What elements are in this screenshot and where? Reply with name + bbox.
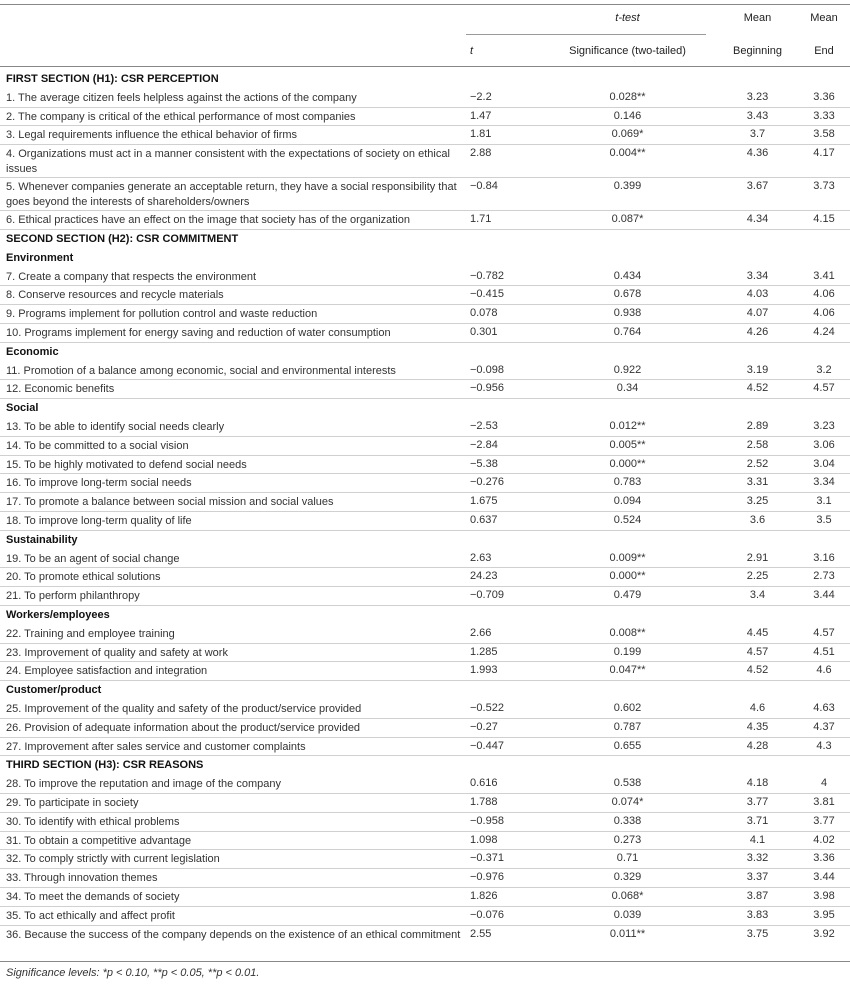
item-label: 25. Improvement of the quality and safety of the product/service provided [6,703,362,715]
table-row [0,380,850,399]
t-value-cell: −0.27 [470,720,498,733]
mean-end-cell: 3.34 [813,476,835,489]
item-label: 3. Legal requirements influence the ethical behavior of firms [6,129,298,142]
mean-beginning-cell: 4.03 [746,288,769,301]
significance-cell: 0.039 [613,908,642,921]
significance-cell: 0.338 [613,814,642,827]
item-label: 20. To promote ethical solutions [6,571,161,584]
significance-cell: 0.074* [611,796,644,808]
item-label: 18. To improve long-term quality of life [6,515,192,527]
table-row [0,813,850,832]
mean-beginning-cell: 2.89 [746,420,769,432]
item-label: 26. Provision of adequate information about the product/service provided [6,721,361,734]
t-value-cell: −0.956 [470,382,504,395]
significance-cell: 0.434 [613,269,642,282]
t-value-cell: 0.616 [470,777,498,790]
mean-end-cell: 3.2 [816,363,832,376]
mean-beginning-cell: 3.7 [749,128,766,141]
significance-cell: 0.094 [613,495,642,508]
mean-end-cell: 3.44 [813,871,835,884]
table-row [0,211,850,230]
section-header-row [0,70,850,89]
group-header-row [0,343,850,362]
table-row [0,286,850,305]
significance-cell: 0.524 [613,514,642,526]
table-row [0,108,850,127]
mean-beginning-cell: 3.23 [746,90,769,103]
ttest-group-rule [466,34,706,35]
group-title: Social [6,402,39,415]
significance-cell: 0.047** [609,664,646,677]
mean-end-cell: 3.81 [813,796,835,808]
table-row [0,794,850,813]
table-row [0,437,850,456]
mean-beginning-cell: 3.67 [746,180,769,193]
table-row [0,700,850,719]
item-label: 32. To comply strictly with current legislation [6,853,220,866]
table-bottom-rule [0,961,850,962]
t-value-cell: −0.415 [470,288,504,301]
item-label: 24. Employee satisfaction and integration [6,665,208,678]
mean-end-cell: 3.92 [813,927,835,940]
mean-beginning-cell: 3.31 [746,476,769,489]
item-label: 6. Ethical practices have an effect on the image that society has of the organization [6,214,410,227]
significance-cell: 0.087* [611,213,644,226]
item-label: 15. To be highly motivated to defend social needs [6,458,247,471]
significance-cell: 0.602 [613,702,642,714]
t-value-cell: 1.675 [470,495,498,508]
t-value-cell: 0.637 [470,514,498,526]
item-label: 14. To be committed to a social vision [6,439,189,452]
mean-beginning-cell: 4.07 [746,307,769,320]
t-value-cell: −0.522 [470,702,504,714]
mean-beginning-header-top: Mean [743,12,772,24]
mean-beginning-cell: 3.43 [746,109,769,122]
significance-cell: 0.273 [613,833,642,846]
section-header-row [0,756,850,775]
mean-end-cell: 4 [820,777,828,790]
t-value-cell: 24.23 [470,570,498,583]
table-row [0,832,850,851]
significance-cell: 0.004** [609,147,646,160]
table-top-rule [0,4,850,5]
group-title: Customer/product [6,684,102,697]
col-header-beginning: Beginning [733,45,782,57]
mean-end-cell: 3.1 [816,495,832,508]
item-label: 23. Improvement of quality and safety at work [6,646,228,659]
ttest-group-header: t-test [615,12,640,24]
table-row [0,850,850,869]
t-value-cell: −0.371 [470,852,504,865]
table-row [0,305,850,324]
significance-cell: 0.479 [613,589,642,602]
significance-cell: 0.012** [609,420,646,432]
table-row [0,550,850,569]
significance-cell: 0.71 [616,852,639,865]
mean-end-cell: 3.36 [813,90,835,103]
mean-end-cell: 3.04 [813,457,835,470]
item-label: 1. The average citizen feels helpless against the actions of the company [6,91,357,104]
significance-cell: 0.938 [613,307,642,320]
group-header-row [0,249,850,268]
t-value-cell: −0.276 [470,476,504,489]
mean-beginning-cell: 4.26 [746,326,769,338]
item-label: 8. Conserve resources and recycle materials [6,289,224,302]
mean-end-cell: 4.37 [813,720,835,733]
mean-end-cell: 4.6 [816,664,832,677]
item-label: 34. To meet the demands of society [6,891,180,903]
mean-beginning-cell: 4.18 [746,777,769,790]
table-row [0,418,850,437]
table-row [0,493,850,512]
group-title: Sustainability [6,533,78,546]
mean-beginning-cell: 4.28 [746,739,769,752]
table-row [0,362,850,381]
mean-end-cell: 4.3 [816,739,832,752]
t-value-cell: −2.53 [470,420,498,432]
section-title: FIRST SECTION (H1): CSR PERCEPTION [6,73,219,85]
t-value-cell: −0.447 [470,739,504,752]
mean-beginning-cell: 4.57 [746,645,769,658]
mean-end-cell: 3.41 [813,269,835,282]
mean-end-cell: 3.06 [813,438,835,451]
item-label: 17. To promote a balance between social mission and social values [6,496,334,509]
mean-end-cell: 3.23 [813,420,835,432]
col-header-significance: Significance (two-tailed) [569,45,686,57]
item-label: 2. The company is critical of the ethical performance of most companies [6,110,356,123]
item-label: 4. Organizations must act in a manner consistent with the expectations of society on ethical issues [6,148,450,176]
table-row [0,775,850,794]
table-row [0,888,850,907]
t-value-cell: 1.47 [470,109,492,122]
mean-beginning-cell: 3.83 [746,908,769,921]
significance-cell: 0.655 [613,739,642,752]
t-value-cell: 1.81 [470,128,492,141]
t-value-cell: 1.098 [470,833,498,846]
t-value-cell: 2.55 [470,927,492,940]
item-label: 16. To improve long-term social needs [6,477,192,490]
t-value-cell: 0.078 [470,307,498,320]
table-footnote: Significance levels: *p < 0.10, **p < 0.05, **p < 0.01. [6,966,260,979]
mean-beginning-cell: 3.87 [746,890,769,902]
significance-cell: 0.008** [609,626,646,639]
item-label: 11. Promotion of a balance among economic, social and environmental interests [6,364,396,377]
t-value-cell: 0.301 [470,326,498,338]
mean-beginning-cell: 4.52 [746,664,769,677]
mean-end-cell: 3.36 [813,852,835,865]
significance-cell: 0.146 [613,109,642,122]
mean-beginning-cell: 3.37 [746,871,769,884]
t-value-cell: 1.788 [470,796,498,808]
t-value-cell: −2.84 [470,438,498,451]
section-title: THIRD SECTION (H3): CSR REASONS [6,759,204,772]
table-row [0,268,850,287]
table-row [0,662,850,681]
mean-end-cell: 4.15 [813,213,835,226]
t-value-cell: 1.826 [470,890,498,902]
significance-cell: 0.787 [613,720,642,733]
significance-cell: 0.028** [609,90,646,103]
mean-end-cell: 4.06 [813,307,835,320]
mean-end-cell: 3.95 [813,908,835,921]
item-label: 5. Whenever companies generate an acceptable return, they have a social responsibility that goes beyond the interests of shareholders/owners [6,181,457,209]
significance-cell: 0.005** [609,438,646,451]
table-row [0,719,850,738]
item-label: 21. To perform philanthropy [6,590,140,603]
table-row [0,926,850,959]
t-value-cell: −0.84 [470,180,498,193]
item-label: 7. Create a company that respects the environment [6,270,257,283]
mean-end-header-top: Mean [810,12,838,24]
mean-end-cell: 4.02 [813,833,835,846]
t-value-cell: −0.976 [470,871,504,884]
table-row [0,89,850,108]
mean-end-cell: 4.57 [813,626,835,639]
significance-cell: 0.34 [616,382,639,395]
table-row [0,907,850,926]
table-row [0,145,850,178]
group-title: Workers/employees [6,609,110,621]
table-row [0,738,850,757]
table-row [0,456,850,475]
group-header-row [0,606,850,625]
item-label: 12. Economic benefits [6,383,115,396]
t-value-cell: 2.66 [470,626,492,639]
table-row [0,625,850,644]
mean-end-cell: 4.24 [813,326,835,338]
mean-beginning-cell: 4.52 [746,382,769,395]
mean-end-cell: 3.98 [813,890,835,902]
significance-cell: 0.399 [613,180,642,193]
table-row [0,178,850,211]
t-value-cell: −0.098 [470,363,504,376]
mean-end-cell: 3.77 [813,814,835,827]
mean-beginning-cell: 3.19 [746,363,769,376]
item-label: 13. To be able to identify social needs clearly [6,421,225,433]
mean-beginning-cell: 3.25 [746,495,769,508]
item-label: 27. Improvement after sales service and customer complaints [6,740,306,753]
item-label: 19. To be an agent of social change [6,552,180,565]
item-label: 22. Training and employee training [6,627,175,640]
item-label: 28. To improve the reputation and image of the company [6,778,281,791]
mean-beginning-cell: 3.4 [749,589,766,602]
t-value-cell: −0.076 [470,908,504,921]
col-header-t: t [470,45,474,57]
table-row [0,587,850,606]
table-row [0,512,850,531]
mean-end-cell: 4.17 [813,147,835,160]
mean-beginning-cell: 4.6 [749,702,766,714]
significance-cell: 0.069* [611,128,644,141]
item-label: 31. To obtain a competitive advantage [6,834,192,847]
significance-cell: 0.199 [613,645,642,658]
group-header-row [0,399,850,418]
significance-cell: 0.764 [613,326,642,338]
item-label: 10. Programs implement for energy saving and reduction of water consumption [6,327,391,339]
t-value-cell: −0.782 [470,269,504,282]
item-label: 29. To participate in society [6,797,139,809]
mean-end-cell: 3.73 [813,180,835,193]
mean-beginning-cell: 3.77 [746,796,769,808]
t-value-cell: −0.958 [470,814,504,827]
table-row [0,324,850,343]
significance-cell: 0.538 [613,777,642,790]
item-label: 35. To act ethically and affect profit [6,909,175,922]
mean-end-cell: 3.58 [813,128,835,141]
mean-beginning-cell: 2.91 [746,551,769,564]
significance-cell: 0.000** [609,457,646,470]
item-label: 30. To identify with ethical problems [6,815,180,828]
item-label: 9. Programs implement for pollution control and waste reduction [6,308,318,321]
t-value-cell: 2.88 [470,147,492,160]
header-bottom-rule [0,66,850,67]
mean-beginning-cell: 2.25 [746,570,769,583]
mean-beginning-cell: 4.45 [746,626,769,639]
mean-beginning-cell: 3.71 [746,814,769,827]
mean-beginning-cell: 3.6 [749,514,766,526]
mean-end-cell: 4.57 [813,382,835,395]
table-row [0,126,850,145]
table-row [0,644,850,663]
group-header-row [0,681,850,700]
mean-beginning-cell: 3.75 [746,927,769,940]
mean-end-cell: 4.63 [813,702,835,714]
mean-end-cell: 3.44 [813,589,835,602]
significance-cell: 0.922 [613,363,642,376]
table-row [0,869,850,888]
mean-end-cell: 2.73 [813,570,835,583]
t-value-cell: 1.285 [470,645,498,658]
col-header-end: End [814,45,834,57]
mean-beginning-cell: 4.35 [746,720,769,733]
mean-beginning-cell: 4.34 [746,213,769,226]
mean-beginning-cell: 4.36 [746,147,769,160]
significance-cell: 0.329 [613,871,642,884]
significance-cell: 0.009** [609,551,646,564]
significance-cell: 0.068* [611,890,644,902]
table-row [0,568,850,587]
t-value-cell: −5.38 [470,457,498,470]
t-value-cell: −2.2 [470,90,492,103]
item-label: 36. Because the success of the company depends on the existence of an ethical commitment [6,928,461,941]
mean-end-cell: 3.16 [813,551,835,564]
item-label: 33. Through innovation themes [6,872,158,885]
group-title: Environment [6,251,74,264]
section-header-row [0,230,850,249]
mean-beginning-cell: 4.1 [749,833,766,846]
table-row [0,474,850,493]
significance-cell: 0.011** [609,927,646,940]
group-header-row [0,531,850,550]
mean-end-cell: 3.33 [813,109,835,122]
t-value-cell: 2.63 [470,551,492,564]
group-title: Economic [6,345,59,358]
section-title: SECOND SECTION (H2): CSR COMMITMENT [6,233,239,245]
mean-beginning-cell: 2.52 [746,457,769,470]
mean-end-cell: 4.51 [813,645,835,658]
t-value-cell: 1.993 [470,664,498,677]
t-value-cell: −0.709 [470,589,504,602]
significance-cell: 0.000** [609,570,646,583]
t-value-cell: 1.71 [470,213,492,226]
significance-cell: 0.678 [613,288,642,301]
significance-cell: 0.783 [613,476,642,489]
mean-end-cell: 3.5 [816,514,832,526]
mean-beginning-cell: 3.32 [746,852,769,865]
mean-beginning-cell: 2.58 [746,438,769,451]
mean-beginning-cell: 3.34 [746,269,769,282]
mean-end-cell: 4.06 [813,288,835,301]
